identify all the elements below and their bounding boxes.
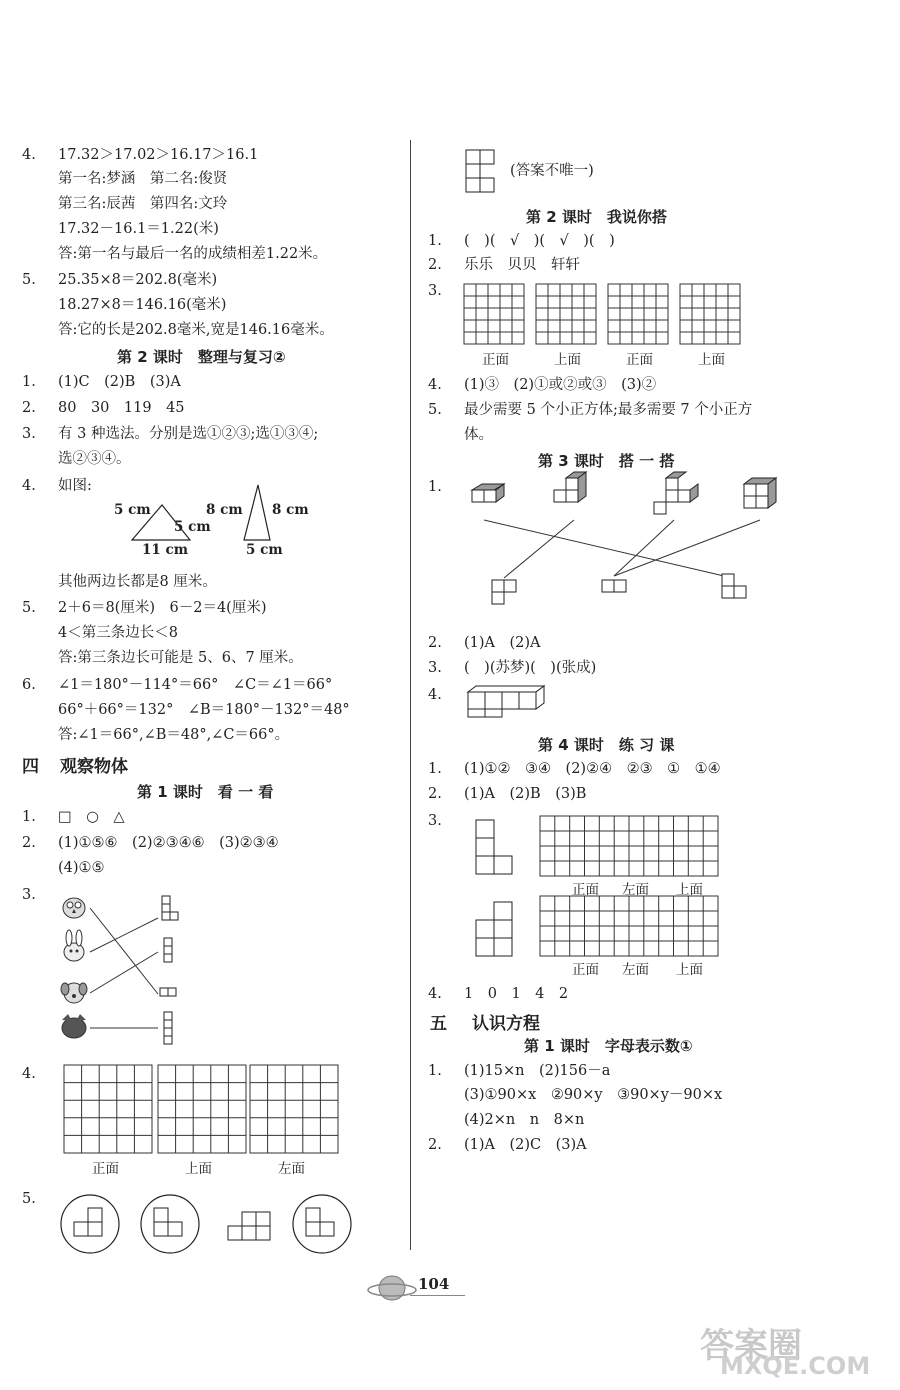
c3-label-4: 上面	[698, 352, 725, 368]
b4-grid-3	[250, 1065, 340, 1155]
a6-line2: 66°＋66°＝132° ∠B＝180°－132°＝48°	[58, 702, 350, 718]
unit4-number: 四	[22, 757, 39, 777]
b4-grid-1	[64, 1065, 154, 1155]
a5-line3: 答:第三条边长可能是 5、6、7 厘米。	[58, 650, 303, 666]
d1-bottom-figure-1	[492, 580, 516, 604]
d1-top-figure-1	[472, 484, 504, 502]
tri1-left-label: 5 cm	[114, 502, 151, 518]
a2-answer: 80 30 119 45	[58, 400, 185, 416]
b4-label-2: 上面	[185, 1161, 212, 1177]
b2-line2: (4)①⑤	[58, 860, 105, 876]
d3-answer: ( )(苏梦)( )(张成)	[464, 660, 597, 676]
u4-lesson1-title: 第 1 课时 看 一 看	[137, 783, 274, 801]
tri2-base-label: 5 cm	[246, 542, 283, 558]
column-divider	[410, 140, 411, 1250]
view-figure-4	[164, 1012, 172, 1044]
q4-line5: 答:第一名与最后一名的成绩相差1.22米。	[58, 246, 328, 262]
b5-number: 5.	[22, 1191, 36, 1207]
b4-number: 4.	[22, 1066, 36, 1082]
e3b-label-2: 左面	[622, 962, 649, 978]
b5-cube-figures	[60, 1192, 370, 1262]
a3-line1: 有 3 种选法。分别是选①②③;选①③④;	[58, 426, 319, 442]
b4-grid-2	[158, 1065, 248, 1155]
d1-bottom-figure-2	[602, 580, 626, 592]
e3a-label-3: 上面	[676, 882, 703, 898]
q4-line3: 第三名:辰茜 第四名:文玲	[58, 196, 228, 212]
a1-number: 1.	[22, 374, 36, 390]
b5-figure-1	[74, 1208, 102, 1236]
tri1-base-label: 11 cm	[142, 542, 188, 558]
b1-answer: □ ○ △	[58, 809, 125, 825]
f1-number: 1.	[428, 1063, 442, 1079]
c2-answer: 乐乐 贝贝 轩轩	[464, 257, 580, 273]
d1-top-figure-4	[744, 478, 776, 508]
c1-number: 1.	[428, 233, 442, 249]
b4-label-1: 正面	[92, 1161, 119, 1177]
q5-line1: 25.35×8＝202.8(毫米)	[58, 272, 218, 288]
d1-top-figure-2	[554, 472, 586, 502]
d2-number: 2.	[428, 635, 442, 651]
a3-line2: 选②③④。	[58, 451, 131, 467]
a5-line2: 4＜第三条边长＜8	[58, 625, 178, 641]
top-note: (答案不唯一)	[510, 163, 594, 179]
tri1-right-label: 5 cm	[174, 519, 211, 535]
owl-icon	[63, 898, 85, 918]
e1-answer: (1)①② ③④ (2)②④ ②③ ① ①④	[464, 761, 721, 777]
d3-number: 3.	[428, 660, 442, 676]
a2-number: 2.	[22, 400, 36, 416]
top-cube-figure	[464, 148, 514, 196]
b5-figure-3	[228, 1212, 270, 1240]
c5-number: 5.	[428, 402, 442, 418]
d4-number: 4.	[428, 687, 442, 703]
d4-cube-figure	[466, 684, 556, 724]
a4-after: 其他两边长都是8 厘米。	[58, 574, 217, 590]
q4-line4: 17.32－16.1＝1.22(米)	[58, 221, 219, 237]
lesson2-title: 第 2 课时 整理与复习②	[117, 348, 286, 366]
r-lesson2-title: 第 2 课时 我说你搭	[526, 208, 667, 226]
c3-grid-3	[608, 284, 670, 346]
f2-answer: (1)A (2)C (3)A	[464, 1137, 587, 1153]
c2-number: 2.	[428, 257, 442, 273]
e2-answer: (1)A (2)B (3)B	[464, 786, 587, 802]
e3a-label-2: 左面	[622, 882, 649, 898]
b2-number: 2.	[22, 835, 36, 851]
b4-label-3: 左面	[278, 1161, 305, 1177]
b1-number: 1.	[22, 809, 36, 825]
a4-label: 如图:	[58, 478, 92, 494]
tri2-left-label: 8 cm	[206, 502, 243, 518]
page-number: 104	[418, 1275, 450, 1293]
view-figure-1	[162, 896, 178, 920]
c1-answer: ( )( √ )( √ )( )	[464, 233, 615, 249]
a6-line3: 答:∠1＝66°,∠B＝48°,∠C＝66°。	[58, 727, 290, 743]
c4-answer: (1)③ (2)①或②或③ (3)②	[464, 377, 657, 393]
f1-line2: (3)①90×x ②90×y ③90×y－90×x	[464, 1087, 723, 1103]
q5-line3: 答:它的长是202.8毫米,宽是146.16毫米。	[58, 322, 334, 338]
c3-number: 3.	[428, 283, 442, 299]
e3a-label-1: 正面	[572, 882, 599, 898]
a6-number: 6.	[22, 677, 36, 693]
d1-matching-diagram	[464, 476, 774, 616]
c3-label-3: 正面	[626, 352, 653, 368]
c5-line2: 体。	[464, 427, 493, 443]
e3-grid-b	[540, 896, 720, 958]
watermark-url: MXQE.COM	[720, 1352, 871, 1380]
a1-answer: (1)C (2)B (3)A	[58, 374, 181, 390]
unit5-title: 认识方程	[472, 1014, 540, 1034]
e2-number: 2.	[428, 786, 442, 802]
b2-line1: (1)①⑤⑥ (2)②③④⑥ (3)②③④	[58, 835, 279, 851]
b3-number: 3.	[22, 887, 36, 903]
e1-number: 1.	[428, 761, 442, 777]
e3b-label-1: 正面	[572, 962, 599, 978]
view-figure-2	[164, 938, 172, 962]
c3-label-1: 正面	[482, 352, 509, 368]
triangle-2	[244, 485, 270, 540]
dog-icon	[61, 983, 87, 1003]
e3-solid-2	[472, 900, 532, 962]
a4-number: 4.	[22, 478, 36, 494]
d2-answer: (1)A (2)A	[464, 635, 541, 651]
c5-line1: 最少需要 5 个小正方体;最多需要 7 个小正方	[464, 402, 753, 418]
q4-line1: 17.32＞17.02＞16.17＞16.1	[58, 147, 259, 163]
f1-line1: (1)15×n (2)156－a	[464, 1063, 611, 1079]
watermark: 答案圈	[700, 1326, 802, 1366]
c3-grid-1	[464, 284, 526, 346]
u5-lesson1-title: 第 1 课时 字母表示数①	[524, 1037, 693, 1055]
unit5-number: 五	[430, 1014, 447, 1034]
c4-number: 4.	[428, 377, 442, 393]
r-lesson4-title: 第 4 课时 练 习 课	[538, 736, 675, 754]
e4-number: 4.	[428, 986, 442, 1002]
f1-line3: (4)2×n n 8×n	[464, 1112, 585, 1128]
d1-bottom-figure-3	[722, 574, 746, 598]
a5-number: 5.	[22, 600, 36, 616]
c3-label-2: 上面	[554, 352, 581, 368]
planet-icon	[366, 1268, 426, 1308]
animal-matching-diagram	[60, 888, 200, 1048]
f2-number: 2.	[428, 1137, 442, 1153]
a5-line1: 2＋6＝8(厘米) 6－2＝4(厘米)	[58, 600, 267, 616]
b5-figure-4	[306, 1208, 334, 1236]
r-lesson3-title: 第 3 课时 搭 一 搭	[538, 452, 675, 470]
bird-icon	[62, 1014, 86, 1038]
rabbit-icon	[64, 930, 84, 961]
b5-figure-2	[154, 1208, 182, 1236]
footer-rule	[410, 1295, 465, 1296]
tri2-right-label: 8 cm	[272, 502, 309, 518]
e3-solid-1	[472, 818, 532, 880]
q4-number: 4.	[22, 147, 36, 163]
a3-number: 3.	[22, 426, 36, 442]
q4-line2: 第一名:梦涵 第二名:俊贤	[58, 171, 228, 187]
e3-number: 3.	[428, 813, 442, 829]
d1-top-figure-3	[654, 472, 698, 514]
e4-answer: 1 0 1 4 2	[464, 986, 569, 1002]
c3-grid-2	[536, 284, 598, 346]
e3-grid-a	[540, 816, 720, 878]
unit4-title: 观察物体	[60, 757, 128, 777]
d1-number: 1.	[428, 479, 442, 495]
q5-number: 5.	[22, 272, 36, 288]
view-figure-3	[160, 988, 176, 996]
c3-grid-4	[680, 284, 742, 346]
a6-line1: ∠1＝180°－114°＝66° ∠C＝∠1＝66°	[58, 677, 333, 693]
q5-line2: 18.27×8＝146.16(毫米)	[58, 297, 227, 313]
e3b-label-3: 上面	[676, 962, 703, 978]
